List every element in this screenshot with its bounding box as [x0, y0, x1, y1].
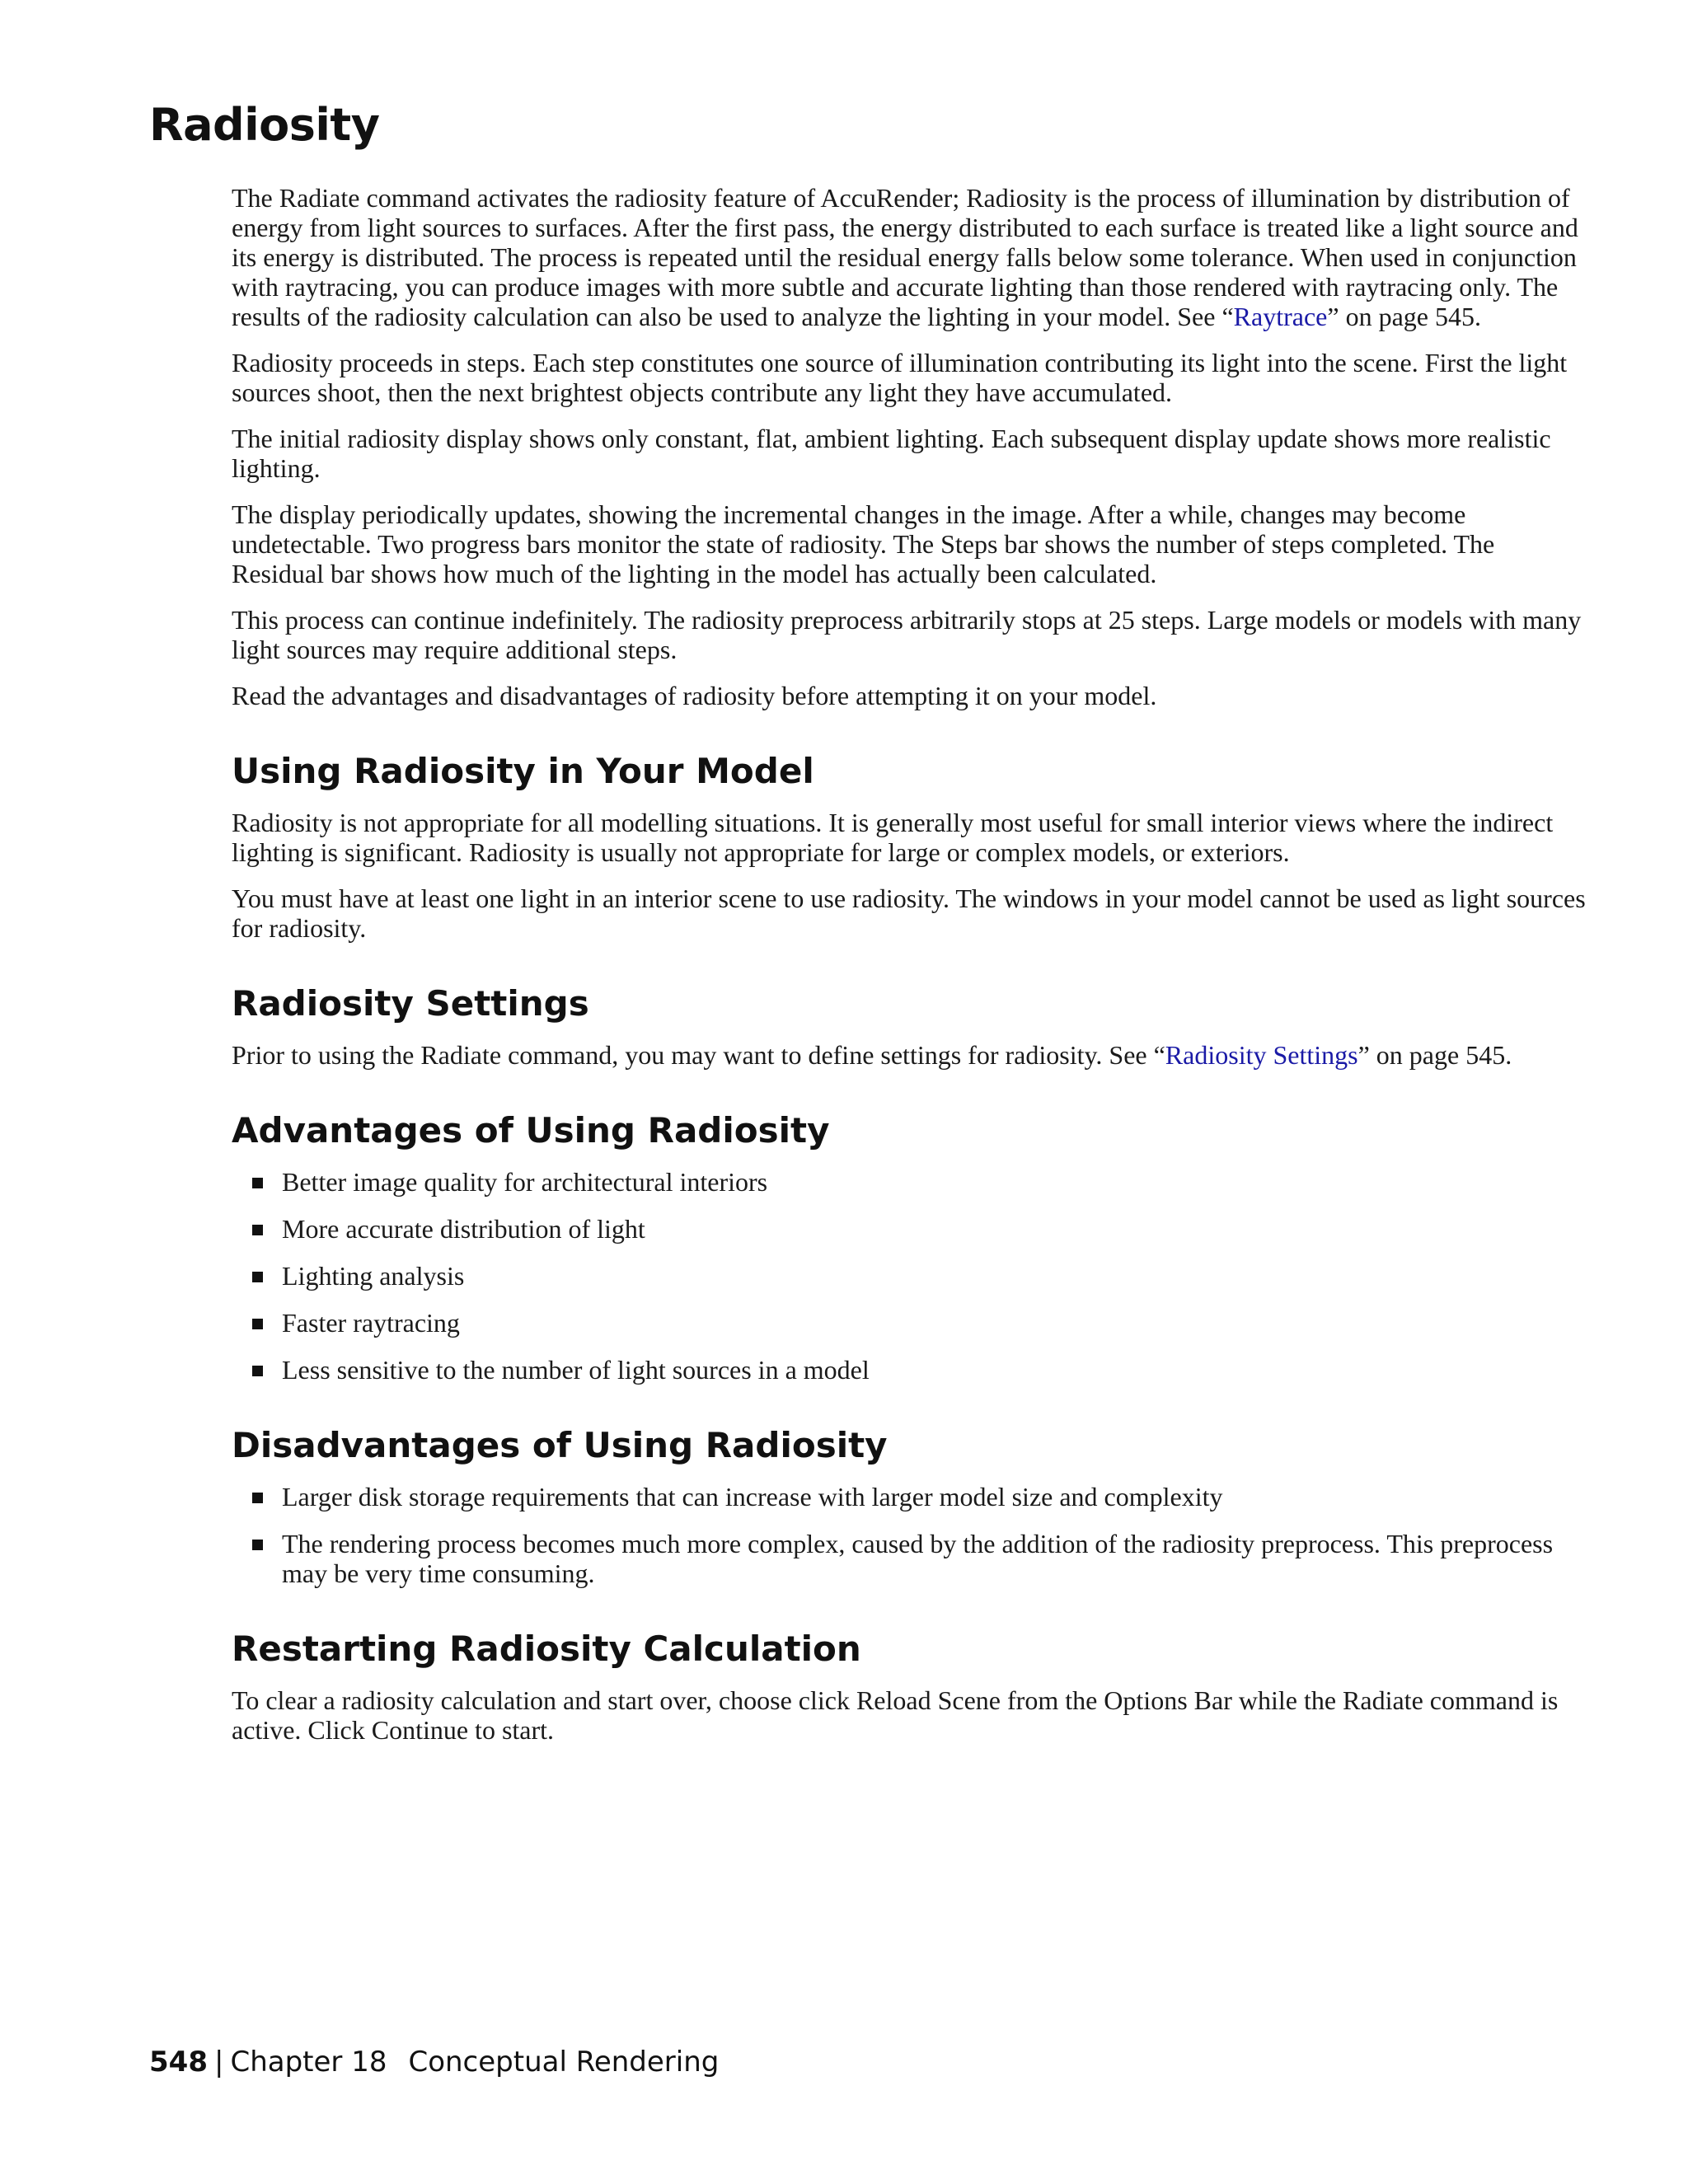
settings-text: Prior to using the Radiate command, you may want to define settings for radiosity. See “ [232, 1040, 1165, 1070]
radiosity-settings-section [232, 982, 1592, 1070]
page-number: 548 [149, 2046, 208, 2079]
radiosity-settings-heading: Radiosity Settings [232, 983, 589, 1024]
body-paragraph: You must have at least one light in an interior scene to use radiosity. The windows in your model cannot be used as light sources for radiosity. [232, 883, 1586, 943]
settings-text-end: ” on page 545. [1357, 1040, 1512, 1070]
page-footer [149, 2044, 719, 2080]
square-bullet-icon [252, 1493, 263, 1503]
list-item [232, 1261, 1592, 1291]
advantages-heading: Advantages of Using Radiosity [232, 1110, 830, 1151]
list-item-text: The rendering process becomes much more complex, caused by the addition of the radiosity preprocess. This preprocess may be very time consuming. [282, 1529, 1554, 1588]
disadvantages-heading: Disadvantages of Using Radiosity [232, 1425, 888, 1465]
chapter-title: Conceptual Rendering [408, 2046, 720, 2079]
body-paragraph [232, 1040, 1592, 1070]
footer-separator: | [213, 2046, 224, 2079]
page-content [232, 183, 1592, 1745]
using-radiosity-heading: Using Radiosity in Your Model [232, 751, 814, 791]
intro-text-end: ” on page 545. [1327, 302, 1481, 331]
square-bullet-icon [252, 1319, 263, 1329]
chapter-label: Chapter 18 [230, 2046, 387, 2079]
square-bullet-icon [252, 1366, 263, 1376]
intro-paragraph [232, 183, 1592, 331]
list-item [232, 1167, 1592, 1197]
list-item [232, 1214, 1592, 1244]
intro-paragraph: Read the advantages and disadvantages of radiosity before attempting it on your model. [232, 681, 1157, 710]
list-item [232, 1482, 1592, 1511]
advantages-list [232, 1167, 1592, 1385]
using-radiosity-section [232, 750, 1592, 943]
list-item-text: Larger disk storage requirements that can increase with larger model size and complexity [282, 1482, 1223, 1511]
square-bullet-icon [252, 1540, 263, 1550]
list-item-text: Faster raytracing [282, 1308, 460, 1338]
square-bullet-icon [252, 1225, 263, 1235]
list-item-text: Better image quality for architectural interiors [282, 1167, 768, 1197]
body-paragraph: To clear a radiosity calculation and start over, choose click Reload Scene from the Options Bar while the Radiate command is active. Click Continue to start. [232, 1685, 1559, 1745]
intro-text: The Radiate command activates the radiosity feature of AccuRender; Radiosity is the process of illumination by distribution of energy from light sources to surfaces. After the first pass, the energy distributed to each surface is treated like a light source and its energy is distributed. The process is repeated until the residual energy falls below some tolerance. When used in conjunction with raytracing, you can produce images with more subtle and accurate lighting than those rendered with raytracing only. The results of the radiosity calculation can also be used to analyze the lighting in your model. See “ [232, 183, 1578, 331]
list-item [232, 1529, 1592, 1588]
list-item [232, 1355, 1592, 1385]
restarting-section [232, 1628, 1592, 1745]
list-item-text: Less sensitive to the number of light sources in a model [282, 1355, 870, 1385]
disadvantages-section [232, 1424, 1592, 1588]
restarting-heading: Restarting Radiosity Calculation [232, 1629, 861, 1669]
intro-paragraph: This process can continue indefinitely. The radiosity preprocess arbitrarily stops at 25 steps. Large models or models with many light sources may require additional steps. [232, 605, 1582, 664]
raytrace-link[interactable]: Raytrace [1233, 302, 1328, 331]
intro-paragraph: Radiosity proceeds in steps. Each step constitutes one source of illumination contributing its light into the scene. First the light sources shoot, then the next brightest objects contribute any light they have accumulated. [232, 348, 1568, 407]
intro-paragraph: The initial radiosity display shows only constant, flat, ambient lighting. Each subsequent display update shows more realistic lighting. [232, 424, 1551, 483]
advantages-section [232, 1109, 1592, 1385]
page-title: Radiosity [149, 99, 380, 151]
intro-section [232, 183, 1592, 710]
radiosity-settings-link[interactable]: Radiosity Settings [1165, 1040, 1358, 1070]
list-item-text: More accurate distribution of light [282, 1214, 645, 1244]
body-paragraph: Radiosity is not appropriate for all modelling situations. It is generally most useful for small interior views where the indirect lighting is significant. Radiosity is usually not appropriate for large or complex models, or exteriors. [232, 808, 1554, 867]
intro-paragraph: The display periodically updates, showing the incremental changes in the image. After a while, changes may become undetectable. Two progress bars monitor the state of radiosity. The Steps bar shows the number of steps completed. The Residual bar shows how much of the lighting in the model has actually been calculated. [232, 499, 1495, 588]
square-bullet-icon [252, 1272, 263, 1282]
list-item-text: Lighting analysis [282, 1261, 465, 1291]
disadvantages-list [232, 1482, 1592, 1588]
list-item [232, 1308, 1592, 1338]
square-bullet-icon [252, 1178, 263, 1188]
